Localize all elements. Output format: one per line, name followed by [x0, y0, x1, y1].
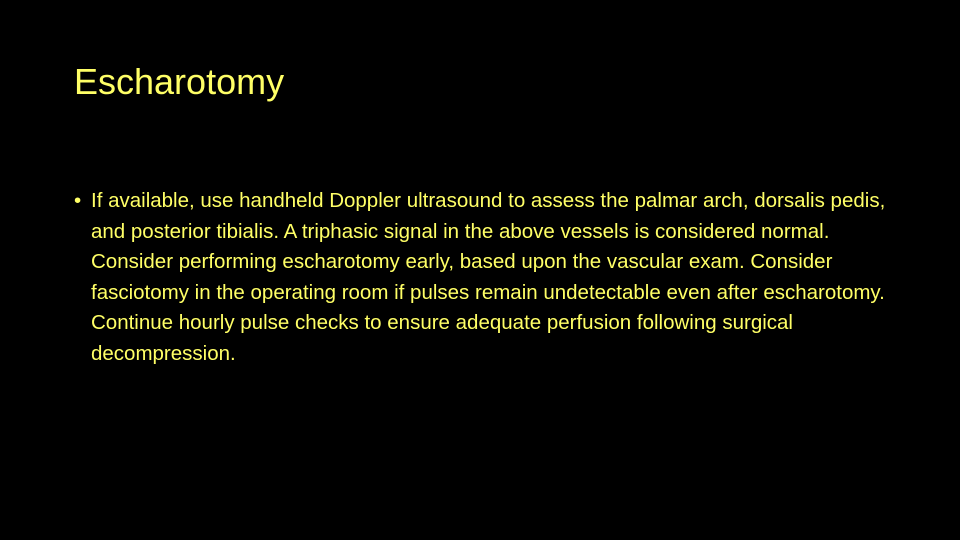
bullet-item — [74, 186, 886, 369]
bullet-text: If available, use handheld Doppler ultrasound to assess the palmar arch, dorsalis pedis, and posterior tibialis. A triphasic signal in the above vessels is considered normal. Consider performing escharotomy early, based upon the vascular exam. Consider fasciotomy in the operating room if pulses remain undetectable even after escharotomy. Continue hourly pulse checks to ensure adequate perfusion following surgical decompression. — [91, 189, 886, 365]
bullet-list — [74, 186, 886, 369]
bullet-marker: • — [74, 189, 82, 212]
slide-title: Escharotomy — [74, 61, 285, 102]
